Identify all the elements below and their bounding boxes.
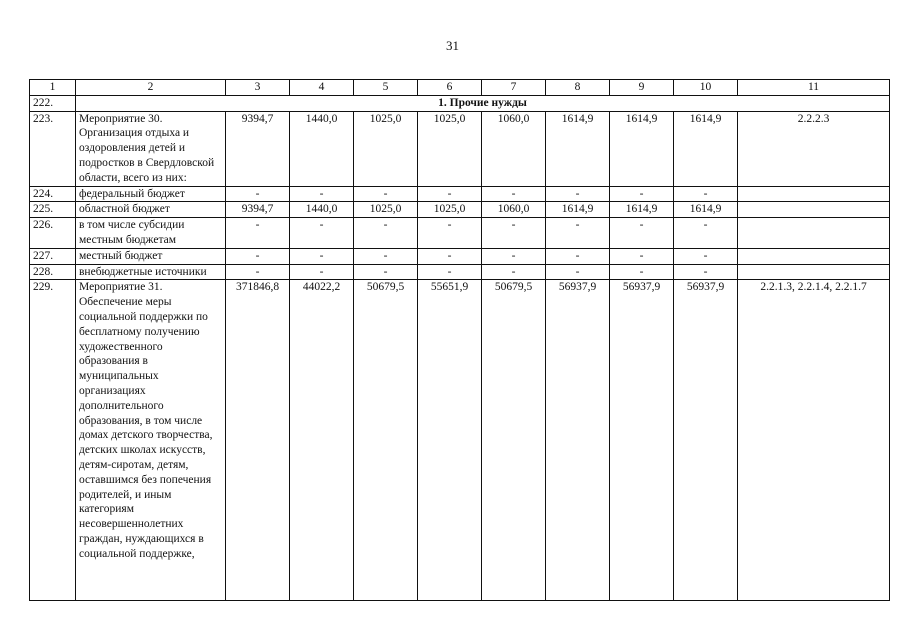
budget-table [29, 79, 890, 601]
header-cell: 1 [30, 80, 76, 96]
section-title: 1. Прочие нужды [76, 95, 890, 111]
row-number: 225. [30, 202, 76, 218]
value-cell: - [354, 218, 418, 249]
value-cell: - [610, 218, 674, 249]
value-cell: 1025,0 [418, 111, 482, 186]
value-cell: - [610, 248, 674, 264]
row-name: в том числе субсидии местным бюджетам [76, 218, 226, 249]
value-cell: 1060,0 [482, 202, 546, 218]
header-cell: 6 [418, 80, 482, 96]
table-row [30, 202, 890, 218]
row-name: внебюджетные источники [76, 264, 226, 280]
value-cell: 44022,2 [290, 280, 354, 601]
row-name: областной бюджет [76, 202, 226, 218]
header-cell: 10 [674, 80, 738, 96]
row-name: местный бюджет [76, 248, 226, 264]
value-cell: 50679,5 [354, 280, 418, 601]
value-cell: 1614,9 [610, 202, 674, 218]
row-number: 228. [30, 264, 76, 280]
header-cell: 7 [482, 80, 546, 96]
value-cell: - [418, 218, 482, 249]
value-cell: - [226, 186, 290, 202]
value-cell: - [482, 248, 546, 264]
table-row [30, 280, 890, 601]
value-cell: - [482, 218, 546, 249]
value-cell: - [546, 248, 610, 264]
value-cell: 1614,9 [674, 111, 738, 186]
value-cell: 1025,0 [354, 202, 418, 218]
table-row [30, 111, 890, 186]
value-cell: 1060,0 [482, 111, 546, 186]
row-number: 224. [30, 186, 76, 202]
header-cell: 11 [738, 80, 890, 96]
value-cell: - [290, 218, 354, 249]
value-cell: - [546, 264, 610, 280]
value-cell: 56937,9 [546, 280, 610, 601]
value-cell: - [546, 218, 610, 249]
row-number: 227. [30, 248, 76, 264]
value-cell: 1614,9 [610, 111, 674, 186]
value-cell: - [674, 186, 738, 202]
value-cell: 55651,9 [418, 280, 482, 601]
reference-cell [738, 218, 890, 249]
value-cell: 1025,0 [354, 111, 418, 186]
header-cell: 9 [610, 80, 674, 96]
page-number: 31 [446, 38, 459, 53]
value-cell: 50679,5 [482, 280, 546, 601]
value-cell: - [354, 248, 418, 264]
reference-cell [738, 264, 890, 280]
reference-cell: 2.2.2.3 [738, 111, 890, 186]
row-number: 222. [30, 95, 76, 111]
value-cell: - [674, 218, 738, 249]
value-cell: 1025,0 [418, 202, 482, 218]
value-cell: 1440,0 [290, 111, 354, 186]
section-row [30, 95, 890, 111]
value-cell: 1614,9 [546, 111, 610, 186]
table-row [30, 218, 890, 249]
value-cell: 56937,9 [610, 280, 674, 601]
value-cell: - [290, 186, 354, 202]
table-row [30, 248, 890, 264]
value-cell: - [418, 248, 482, 264]
value-cell: 9394,7 [226, 202, 290, 218]
value-cell: - [482, 186, 546, 202]
value-cell: - [482, 264, 546, 280]
value-cell: - [226, 248, 290, 264]
header-cell: 8 [546, 80, 610, 96]
row-name: Мероприятие 30. Организация отдыха и оздоровления детей и подростков в Свердловской области, всего из них: [76, 111, 226, 186]
row-name: Мероприятие 31. Обеспечение меры социальной поддержки по бесплатному получению художественного образования в муниципальных организациях дополнительного образования, в том числе домах детского творчества, детских школах искусств, детям-сиротам, детям, оставшимся без попечения родителей, и иным категориям несовершеннолетних граждан, нуждающихся в социальной поддержке, [76, 280, 226, 601]
value-cell: - [290, 248, 354, 264]
header-cell: 5 [354, 80, 418, 96]
header-row [30, 80, 890, 96]
table-row [30, 264, 890, 280]
value-cell: - [546, 186, 610, 202]
value-cell: 9394,7 [226, 111, 290, 186]
value-cell: 56937,9 [674, 280, 738, 601]
value-cell: - [226, 264, 290, 280]
value-cell: - [354, 264, 418, 280]
reference-cell [738, 202, 890, 218]
value-cell: - [418, 264, 482, 280]
value-cell: 1614,9 [674, 202, 738, 218]
row-number: 223. [30, 111, 76, 186]
value-cell: 371846,8 [226, 280, 290, 601]
value-cell: - [290, 264, 354, 280]
value-cell: - [354, 186, 418, 202]
value-cell: - [674, 248, 738, 264]
reference-cell: 2.2.1.3, 2.2.1.4, 2.2.1.7 [738, 280, 890, 601]
reference-cell [738, 186, 890, 202]
table-row [30, 186, 890, 202]
header-cell: 2 [76, 80, 226, 96]
value-cell: - [226, 218, 290, 249]
header-cell: 3 [226, 80, 290, 96]
row-number: 226. [30, 218, 76, 249]
value-cell: 1614,9 [546, 202, 610, 218]
row-number: 229. [30, 280, 76, 601]
row-name: федеральный бюджет [76, 186, 226, 202]
header-cell: 4 [290, 80, 354, 96]
value-cell: - [610, 264, 674, 280]
value-cell: - [418, 186, 482, 202]
value-cell: 1440,0 [290, 202, 354, 218]
value-cell: - [610, 186, 674, 202]
reference-cell [738, 248, 890, 264]
value-cell: - [674, 264, 738, 280]
